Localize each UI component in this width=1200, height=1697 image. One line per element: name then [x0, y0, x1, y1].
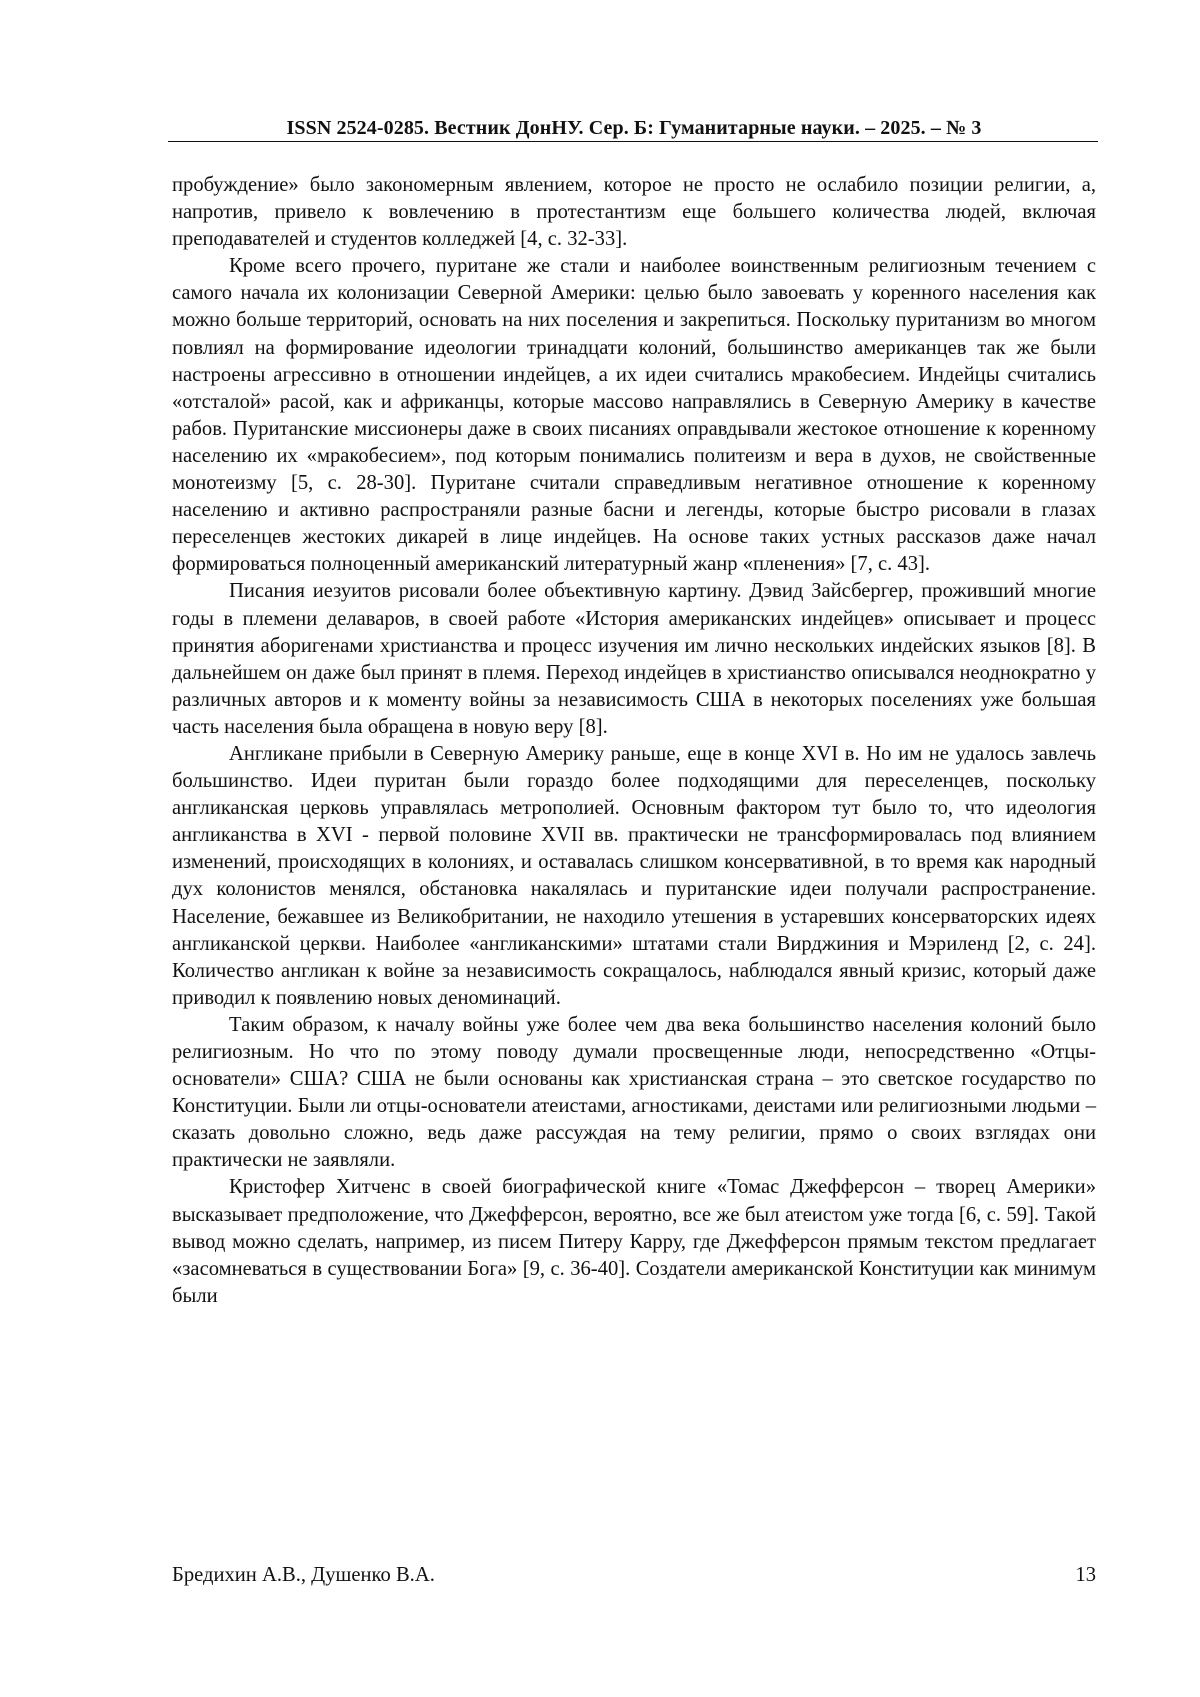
paragraph-founding-fathers: Таким образом, к началу войны уже более чем два века большинство населения колоний было религиозным. Но что по этому поводу думали просвещенные люди, непосредственно «Отцы-основатели» США? США не были основаны как христианская страна – это светское государство по Конституции. Были ли отцы-основатели атеистами, агностиками, деистами или религиозными людьми – сказать довольно сложно, ведь даже рассуждая на тему религии, прямо о своих взглядах они практически не заявляли. [172, 1013, 1096, 1172]
paragraph-puritans: Кроме всего прочего, пуритане же стали и наиболее воинственным религиозным течением с самого начала их колонизации Северной Америки: целью было завоевать у коренного населения как можно больше территорий, основать на них поселения и закрепиться. Поскольку пуританизм во многом повлиял на формирование идеологии тринадцати колоний, большинство американцев так же были настроены агрессивно в отношении индейцев, а их идеи считались мракобесием. Индейцы считались «отсталой» расой, как и африканцы, которые массово направлялись в Северную Америку в качестве рабов. Пуританские миссионеры даже в своих писаниях оправдывали жестокое отношение к коренному населению их «мракобесием», под которым понимались политеизм и вера в духов, не свойственные монотеизму [5, с. 28-30]. Пуритане считали справедливым негативное отношение к коренному населению и активно распространяли разные басни и легенды, которые быстро рисовали в глазах переселенцев жестоких дикарей в лице индейцев. На основе таких устных рассказов даже начал формироваться полноценный американский литературный жанр «пленения» [7, с. 43]. [172, 255, 1096, 576]
page-number: 13 [1075, 1564, 1096, 1586]
paragraph-continuation: пробуждение» было закономерным явлением, которое не просто не ослабило позиции религии, а, напротив, привело к вовлечению в протестантизм еще большего количества людей, включая преподавателей и студентов колледжей [4, с. 32-33]. [172, 174, 1096, 251]
paragraph-jesuits: Писания иезуитов рисовали более объективную картину. Дэвид Зайсбергер, проживший многие годы в племени делаваров, в своей работе «История американских индейцев» описывает и процесс принятия аборигенами христианства и процесс изучения им лично нескольких индейских языков [8]. В дальнейшем он даже был принят в племя. Переход индейцев в христианство описывался неоднократно у различных авторов и к моменту войны за независимость США в некоторых поселениях уже большая часть населения была обращена в новую веру [8]. [172, 580, 1096, 738]
article-body [172, 172, 1096, 1310]
running-header: ISSN 2524-0285. Вестник ДонНУ. Сер. Б: Гуманитарные науки. – 2025. – № 3 [286, 117, 982, 139]
footer-authors: Бредихин А.В., Душенко В.А. [172, 1564, 435, 1586]
paragraph-hitchens: Кристофер Хитченс в своей биографической книге «Томас Джефферсон – творец Америки» высказывает предположение, что Джефферсон, вероятно, все же был атеистом уже тогда [6, с. 59]. Такой вывод можно сделать, например, из писем Питеру Карру, где Джефферсон прямым текстом предлагает «засомневаться в существовании Бога» [9, с. 36-40]. Создатели американской Конституции как минимум были [172, 1176, 1096, 1307]
paragraph-anglicans: Англикане прибыли в Северную Америку раньше, еще в конце XVI в. Но им не удалось завлечь большинство. Идеи пуритан были гораздо более подходящими для переселенцев, поскольку англиканская церковь управлялась метрополией. Основным фактором тут было то, что идеология англиканства в XVI - первой половине XVII вв. практически не трансформировалась под влиянием изменений, происходящих в колониях, и оставалась слишком консервативной, в то время как народный дух колонистов менялся, обстановка накалялась и пуританские идеи получали распространение. Население, бежавшее из Великобритании, не находило утешения в устаревших консерваторских идеях англиканской церкви. Наиболее «англиканскими» штатами стали Вирджиния и Мэриленд [2, с. 24]. Количество англикан к войне за независимость сокращалось, наблюдался явный кризис, который даже приводил к появлению новых деноминаций. [172, 742, 1096, 1009]
header-rule [168, 141, 1098, 142]
